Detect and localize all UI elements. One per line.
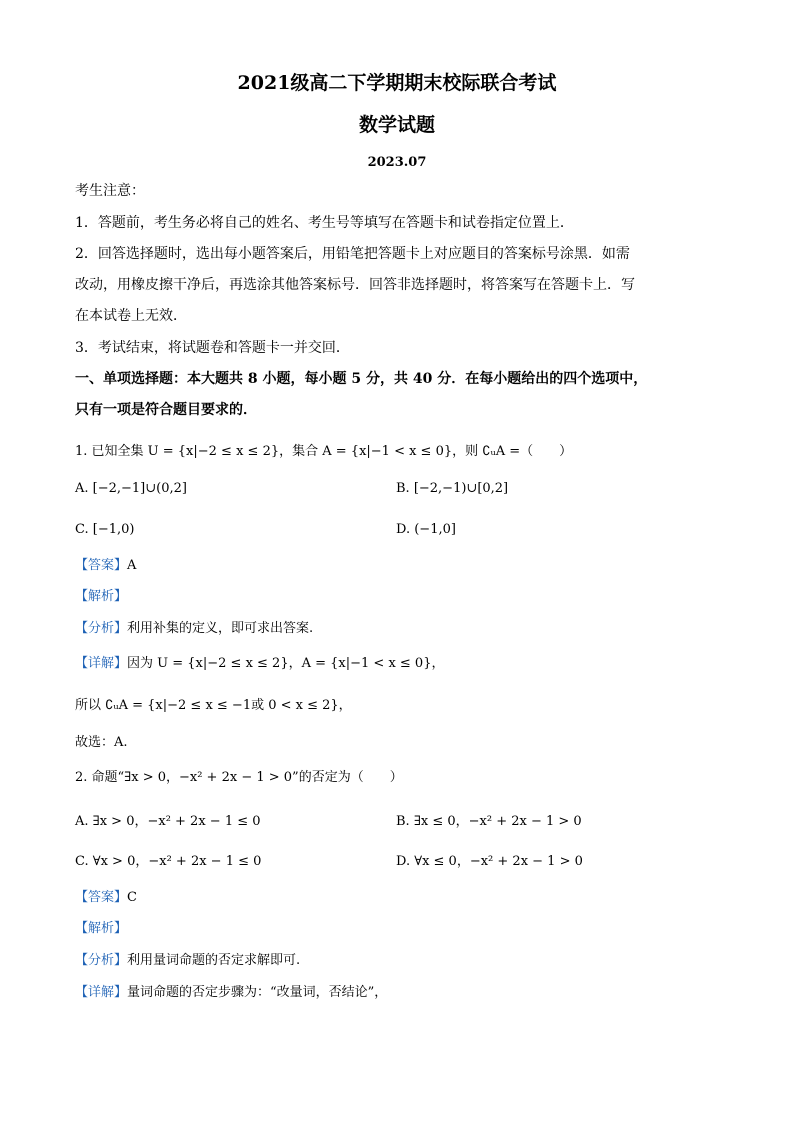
question-2-answer-line — [75, 887, 137, 908]
analysis-tag: 【解析】 — [75, 921, 128, 936]
notice-item-1: 1．答题前，考生务必将自己的姓名、考生号等填写在答题卡和试卷指定位置上． — [75, 215, 574, 231]
section-heading-line-2: 只有一项是符合题目要求的． — [75, 402, 257, 418]
fenxi-text: 利用量词命题的否定求解即可. — [127, 953, 301, 968]
question-2-xiangjie-line — [75, 982, 387, 1003]
question-1-answer-line — [75, 555, 136, 576]
question-2-option-d: D. ∀x ≤ 0，−x² + 2x − 1 > 0 — [396, 854, 583, 869]
question-1-fenxi-line — [75, 618, 313, 639]
answer-tag: 【答案】 — [75, 890, 128, 905]
xiangjie-text: 因为 U = {x|−2 ≤ x ≤ 2}，A = {x|−1 < x ≤ 0}， — [127, 656, 445, 671]
fenxi-tag: 【分析】 — [75, 621, 128, 636]
notice-item-2-line-2: 改动，用橡皮擦干净后，再选涂其他答案标号．回答非选择题时，将答案写在答题卡上．写 — [75, 277, 635, 293]
question-2-stem: 2. 命题“∃x > 0，−x² + 2x − 1 > 0”的否定为（ ） — [75, 770, 403, 785]
notice-item-3: 3．考试结束，将试题卷和答题卡一并交回． — [75, 340, 350, 356]
question-1-option-d: D. (−1,0] — [396, 522, 456, 537]
xiangjie-tag: 【详解】 — [75, 656, 128, 671]
exam-subtitle: 数学试题 — [358, 114, 435, 136]
xiangjie-text: 量词命题的否定步骤为：“改量词，否结论”， — [127, 985, 388, 1000]
answer-value: A — [127, 558, 137, 573]
question-1-stem: 1. 已知全集 U = {x|−2 ≤ x ≤ 2}，集合 A = {x|−1 < x ≤ 0}，则 ∁ᵤA =（ ） — [75, 444, 573, 459]
question-2-option-b: B. ∃x ≤ 0，−x² + 2x − 1 > 0 — [396, 814, 582, 829]
exam-date: 2023.07 — [367, 155, 427, 170]
question-1-xiangjie-line — [75, 653, 444, 674]
question-2-fenxi-line — [75, 950, 300, 971]
question-2-option-a: A. ∃x > 0，−x² + 2x − 1 ≤ 0 — [75, 814, 261, 829]
notice-item-2-line-3: 在本试卷上无效． — [75, 308, 187, 324]
answer-value: C — [127, 890, 137, 905]
question-2-option-c: C. ∀x > 0，−x² + 2x − 1 ≤ 0 — [75, 854, 262, 869]
section-heading-line-1: 一、单项选择题：本大题共 8 小题，每小题 5 分，共 40 分．在每小题给出的四个选项中， — [75, 371, 648, 387]
question-1-option-b: B. [−2,−1)∪[0,2] — [396, 481, 509, 496]
question-1-solution-line: 所以 ∁ᵤA = {x|−2 ≤ x ≤ −1或 0 < x ≤ 2}， — [75, 698, 352, 713]
xiangjie-tag: 【详解】 — [75, 985, 128, 1000]
notice-heading: 考生注意： — [75, 183, 145, 199]
question-1-option-c: C. [−1,0) — [75, 522, 135, 537]
question-2-analysis-line — [75, 918, 127, 939]
fenxi-text: 利用补集的定义，即可求出答案. — [127, 621, 314, 636]
question-1-conclusion: 故选：A. — [75, 735, 128, 750]
question-1-option-a: A. [−2,−1]∪(0,2] — [75, 481, 187, 496]
exam-title: 2021级高二下学期期末校际联合考试 — [237, 72, 557, 94]
answer-tag: 【答案】 — [75, 558, 128, 573]
question-1-analysis-line — [75, 586, 127, 607]
analysis-tag: 【解析】 — [75, 589, 128, 604]
notice-item-2-line-1: 2．回答选择题时，选出每小题答案后，用铅笔把答题卡上对应题目的答案标号涂黑．如需 — [75, 246, 630, 262]
fenxi-tag: 【分析】 — [75, 953, 128, 968]
